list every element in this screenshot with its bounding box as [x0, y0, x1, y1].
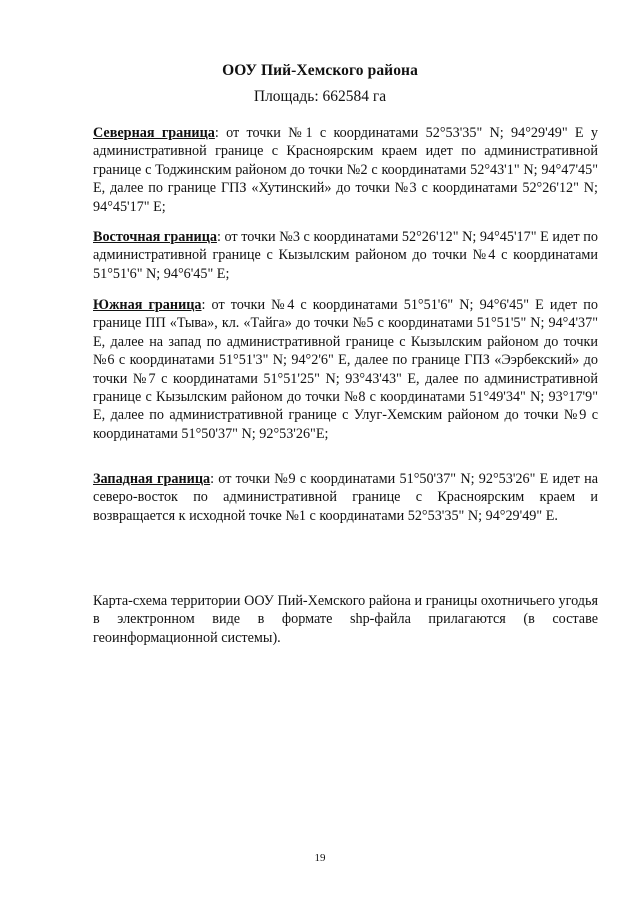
north-border-heading: Северная граница — [93, 125, 215, 141]
south-border-text: : от точки №4 с координатами 51°51'6" N; 94°6'45" E идет по границе ПП «Тыва», кл. «Тайга» до точки №5 с координатами 51°51'5" N; 94°4'37" E, далее на запад по административной границе с Кызылским районом до точки №6 с координатами 51°51'3" N; 94°2'6" E, далее по границе ГПЗ «Ээрбекский» до точки №7 с координатами 51°51'25" N; 93°43'43" E, далее по административной границе с Кызылским районом до точки №8 с координатами 51°49'34" N; 93°17'9" E, далее по административной границе с Улуг-Хемским районом до точки №9 с координатами 51°50'37" N; 92°53'26"E; — [93, 297, 598, 442]
west-border-text: : от точки №9 с координатами 51°50'37" N; 92°53'26" E идет на северо-восток по административной границе с Красноярским краем и возвращается к исходной точке №1 с координатами 52°53'35" N; 94°29'49" E. — [93, 471, 598, 524]
east-border-heading: Восточная граница — [93, 229, 217, 245]
south-border-heading: Южная граница — [93, 297, 202, 313]
north-border-paragraph — [93, 124, 598, 216]
document-title: ООУ Пий-Хемского района — [222, 62, 418, 79]
page-number: 19 — [314, 852, 326, 864]
west-border-paragraph — [93, 470, 598, 525]
map-note-paragraph: Карта-схема территории ООУ Пий-Хемского района и границы охотничьего угодья в электронном виде в формате shp-файла прилагаются (в составе геоинформационной системы). — [93, 593, 598, 646]
east-border-text: : от точки №3 с координатами 52°26'12" N; 94°45'17" E идет по административной границе с Кызылским районом до точки №4 с координатами 51°51'6" N; 94°6'45" E; — [93, 229, 598, 282]
area-line: Площадь: 662584 га — [253, 88, 387, 105]
north-border-text: : от точки №1 с координатами 52°53'35" N; 94°29'49" E у административной границе с Красноярским краем идет по административной границе с Тоджинским районом до точки №2 с координатами 52°43'1" N; 94°47'45" E, далее по границе ГПЗ «Хутинский» до точки №3 с координатами 52°26'12" N; 94°45'17" E; — [93, 125, 598, 215]
west-border-heading: Западная граница — [93, 471, 211, 487]
east-border-paragraph — [93, 228, 598, 283]
south-border-paragraph — [93, 296, 598, 443]
